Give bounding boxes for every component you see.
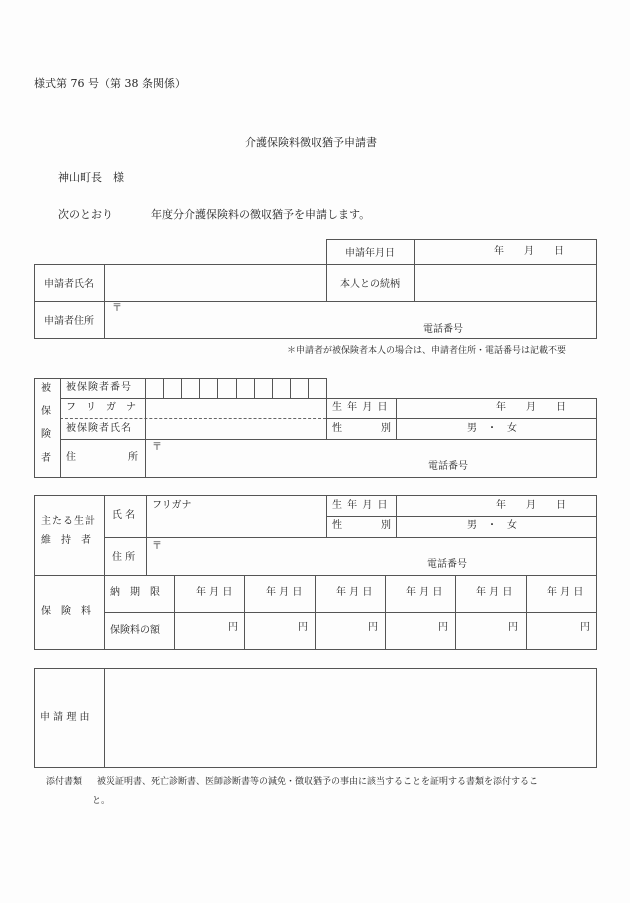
attachments-label: 添付書類 — [46, 777, 83, 787]
amount-2[interactable]: 円 — [298, 622, 308, 633]
insured-address-label-b: 所 — [128, 452, 138, 463]
applicant-note: ＊申請者が被保険者本人の場合は、申請者住所・電話番号は記載不要 — [287, 346, 567, 356]
supporter-birth-field[interactable]: 年 月 日 — [496, 500, 566, 511]
insured-number-box[interactable] — [200, 379, 217, 398]
intro-prefix: 次のとおり — [58, 208, 113, 221]
insured-number-box[interactable] — [164, 379, 181, 398]
addressee: 神山町長 様 — [58, 171, 124, 184]
supporter-name-label: 氏 名 — [112, 510, 136, 521]
due-date-4[interactable]: 年 月 日 — [406, 587, 443, 598]
insured-number-box[interactable] — [309, 379, 326, 398]
reason-field[interactable] — [105, 669, 595, 766]
due-date-2[interactable]: 年 月 日 — [266, 587, 303, 598]
box-divider — [308, 378, 309, 398]
supporter-phone-label: 電話番号 — [427, 559, 467, 570]
due-date-6[interactable]: 年 月 日 — [547, 587, 584, 598]
box-divider — [290, 378, 291, 398]
insured-address-field[interactable] — [146, 440, 595, 476]
applicant-name-field[interactable] — [105, 265, 325, 300]
box-divider — [217, 378, 218, 398]
supporter-sex-label-b: 別 — [381, 520, 391, 531]
applicant-phone-label: 電話番号 — [423, 324, 463, 335]
insured-number-box[interactable] — [237, 379, 254, 398]
relation-label: 本人との続柄 — [340, 279, 400, 290]
supporter-address-field[interactable] — [147, 538, 595, 574]
insured-number-box[interactable] — [255, 379, 272, 398]
application-date-label: 申請年月日 — [345, 248, 395, 259]
supporter-birth-label: 生 年 月 日 — [332, 500, 389, 511]
premium-column-divider — [455, 575, 456, 650]
premium-column-divider — [244, 575, 245, 650]
amount-6[interactable]: 円 — [580, 622, 590, 633]
insured-phone-label: 電話番号 — [428, 461, 468, 472]
insured-number-label: 被保険者番号 — [66, 382, 132, 393]
applicant-name-label: 申請者氏名 — [44, 279, 94, 290]
applicant-address-field[interactable] — [105, 302, 595, 337]
supporter-section-label-2: 維 持 者 — [41, 535, 91, 546]
attachments-text-line1: 被災証明書、死亡診断書、医師診断書等の減免・徴収猶予の事由に該当することを証明する書類を添付するこ — [97, 777, 539, 787]
insured-number-box[interactable] — [182, 379, 199, 398]
insured-number-box[interactable] — [291, 379, 308, 398]
due-date-3[interactable]: 年 月 日 — [336, 587, 373, 598]
furigana-label: フ リ ガ ナ — [66, 402, 136, 413]
insured-section-label-2: 保 — [41, 406, 51, 417]
insured-postal-mark: 〒 — [152, 442, 162, 453]
due-date-5[interactable]: 年 月 日 — [476, 587, 513, 598]
insured-sex-label-a: 性 — [332, 423, 342, 434]
page-title: 介護保険料徴収猶予申請書 — [245, 136, 377, 149]
due-date-label: 納 期 限 — [110, 587, 160, 598]
insured-birth-field[interactable]: 年 月 日 — [496, 402, 566, 413]
insured-section-label-4: 者 — [41, 453, 51, 464]
premium-column-divider — [174, 575, 175, 650]
insured-sex-label-b: 別 — [381, 423, 391, 434]
insured-furigana-field[interactable] — [146, 399, 325, 417]
insured-number-box[interactable] — [273, 379, 290, 398]
premium-column-divider — [526, 575, 527, 650]
insured-name-label: 被保険者氏名 — [66, 423, 132, 434]
supporter-section-label-1: 主たる生計 — [41, 516, 96, 527]
form-number: 様式第 76 号（第 38 条関係） — [34, 77, 186, 90]
insured-number-box[interactable] — [146, 379, 163, 398]
amount-3[interactable]: 円 — [368, 622, 378, 633]
due-date-1[interactable]: 年 月 日 — [196, 587, 233, 598]
premium-section-label: 保 険 料 — [41, 606, 91, 617]
supporter-postal-mark: 〒 — [152, 541, 162, 552]
supporter-sex-label-a: 性 — [332, 520, 342, 531]
box-divider — [254, 378, 255, 398]
insured-address-label-a: 住 — [66, 452, 76, 463]
premium-column-divider — [385, 575, 386, 650]
insured-name-field[interactable] — [146, 419, 325, 438]
relation-field[interactable] — [415, 265, 595, 300]
application-date-field[interactable]: 年 月 日 — [494, 246, 564, 257]
supporter-furigana-label: フリガナ — [152, 500, 192, 511]
box-divider — [199, 378, 200, 398]
applicant-address-label: 申請者住所 — [44, 316, 94, 327]
premium-amount-label: 保険料の額 — [110, 625, 160, 636]
box-divider — [181, 378, 182, 398]
supporter-name-field[interactable] — [147, 496, 325, 536]
amount-5[interactable]: 円 — [508, 622, 518, 633]
supporter-sex-options[interactable]: 男 ・ 女 — [467, 520, 517, 531]
premium-column-divider — [315, 575, 316, 650]
supporter-address-label: 住 所 — [112, 552, 136, 563]
insured-section-label-3: 険 — [41, 429, 51, 440]
reason-label: 申 請 理 由 — [40, 712, 90, 723]
box-divider — [236, 378, 237, 398]
insured-section-label-1: 被 — [41, 383, 51, 394]
amount-1[interactable]: 円 — [228, 622, 238, 633]
attachments-text-line2: と。 — [92, 796, 111, 806]
amount-4[interactable]: 円 — [438, 622, 448, 633]
insured-number-box[interactable] — [218, 379, 235, 398]
box-divider — [272, 378, 273, 398]
postal-mark: 〒 — [112, 303, 122, 314]
box-divider — [163, 378, 164, 398]
intro-suffix: 年度分介護保険料の徴収猶予を申請します。 — [151, 208, 371, 221]
insured-birth-label: 生 年 月 日 — [332, 402, 389, 413]
insured-sex-options[interactable]: 男 ・ 女 — [467, 423, 517, 434]
